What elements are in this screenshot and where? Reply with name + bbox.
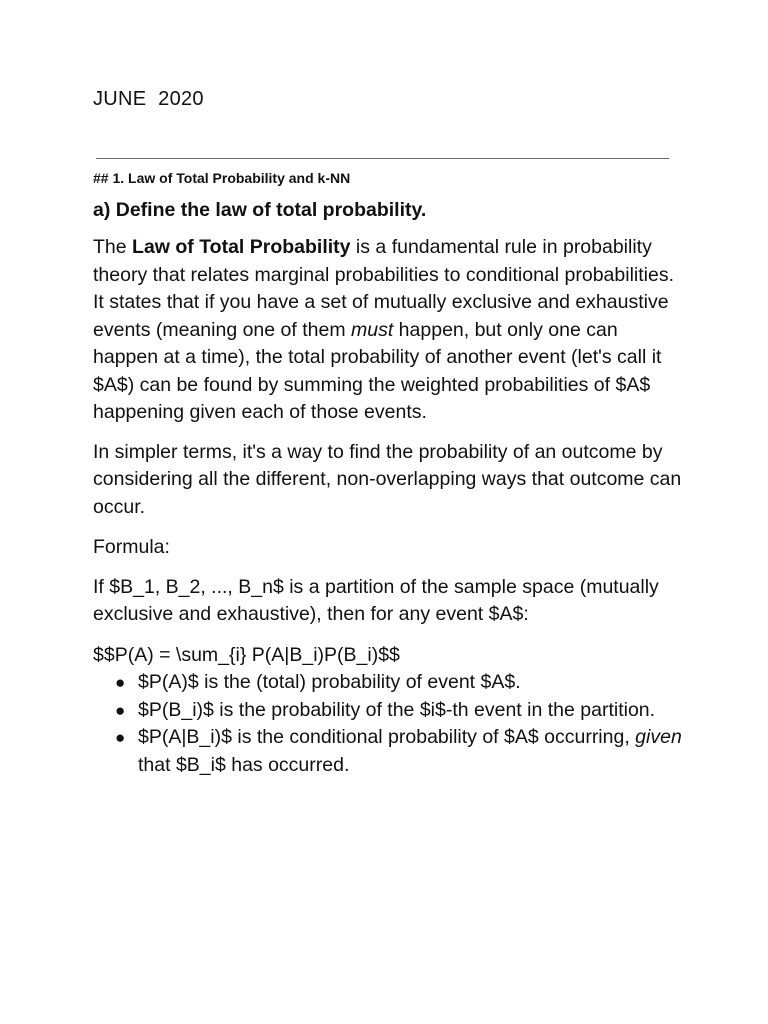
formula-label: Formula:	[93, 536, 170, 558]
document-date: JUNE 2020	[93, 88, 204, 110]
bullet-icon: ●	[115, 728, 126, 747]
document-body	[93, 168, 683, 779]
definition-term: Law of Total Probability	[132, 236, 351, 258]
definition-text-middle: is a fundamental rule in probability theory that relates marginal probabilities to conditional probabilities. It states that if you have a set of mutually exclusive and exhaustive events (meaning one of them	[93, 236, 674, 341]
question-heading: a) Define the law of total probability.	[93, 199, 427, 221]
definition-text-end: happen, but only one can happen at a time), the total probability of another event (let's call it $A$) can be found by summing the weighted probabilities of $A$ happening given each of those events.	[93, 318, 662, 423]
list-item-text-start: $P(A|B_i)$ is the conditional probability of $A$ occurring,	[138, 726, 636, 748]
list-item-text: $P(A)$ is the (total) probability of event $A$.	[138, 671, 521, 693]
simpler-terms-paragraph: In simpler terms, it's a way to find the probability of an outcome by considering all the different, non-overlapping ways that outcome can occur.	[93, 440, 682, 518]
list-item-text-end: that $B_i$ has occurred.	[138, 753, 350, 776]
horizontal-divider	[96, 158, 669, 159]
bullet-icon: ●	[115, 700, 126, 720]
list-item	[93, 697, 683, 725]
formula-terms-list	[93, 669, 683, 779]
list-item-text: $P(B_i)$ is the probability of the $i$-th event in the partition.	[138, 698, 656, 721]
list-item	[93, 724, 683, 779]
list-item	[93, 669, 683, 697]
definition-paragraph	[93, 234, 683, 427]
emphasis-must: must	[351, 318, 394, 341]
formula-condition: If $B_1, B_2, ..., B_n$ is a partition of the sample space (mutually exclusive and exhaustive), then for any event $A$:	[93, 575, 659, 625]
definition-text-start: The	[93, 236, 133, 258]
formula-expression: $$P(A) = \sum_{i} P(A|B_i)P(B_i)$$	[93, 643, 400, 666]
section-heading: ## 1. Law of Total Probability and k-NN	[93, 170, 351, 186]
emphasis-given: given	[635, 726, 682, 748]
bullet-icon: ●	[115, 673, 126, 692]
